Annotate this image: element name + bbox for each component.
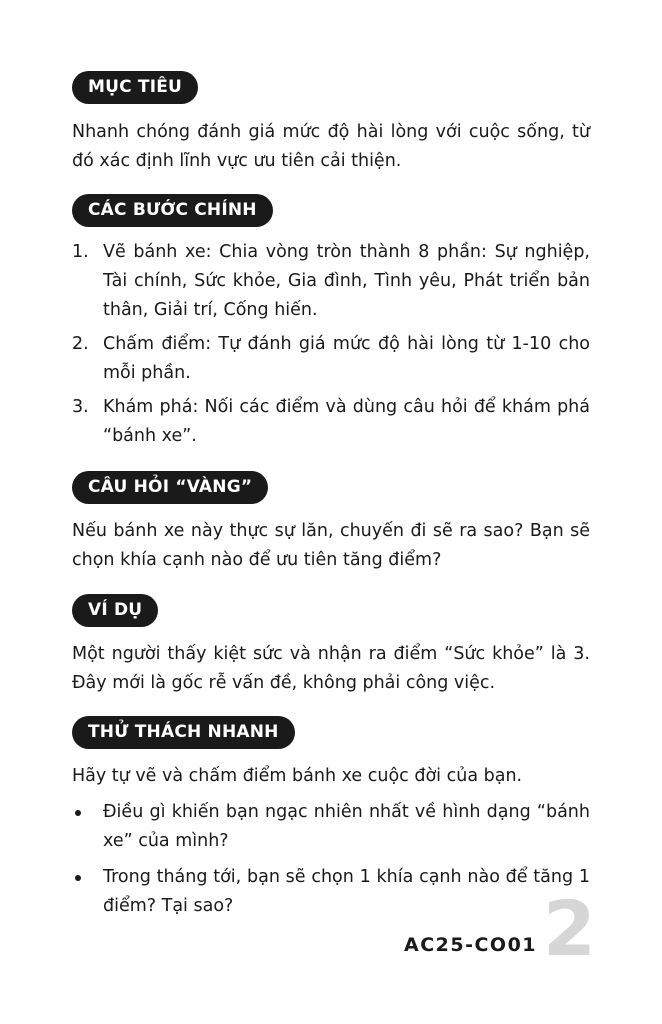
step-number: 1. [72,242,89,262]
goal-text: Nhanh chóng đánh giá mức độ hài lòng với cuộc sống, từ đó xác định lĩnh vực ưu tiên cải thiện. [72,122,590,171]
list-item [72,798,590,856]
golden-question-text: Nếu bánh xe này thực sự lăn, chuyến đi sẽ ra sao? Bạn sẽ chọn khía cạnh nào để ưu tiên tăng điểm? [72,521,590,570]
golden-question-section [72,471,590,575]
list-item [72,238,590,325]
bullet-icon [75,810,81,816]
quick-challenge-heading: THỬ THÁCH NHANH [72,716,295,749]
example-heading: VÍ DỤ [72,594,158,627]
list-item [72,393,590,451]
step-number: 3. [72,397,89,417]
golden-question-heading: CÂU HỎI “VÀNG” [72,471,268,504]
step-text: Vẽ bánh xe: Chia vòng tròn thành 8 phần: Sự nghiệp, Tài chính, Sức khỏe, Gia đình, Tình yêu, Phát triển bản thân, Giải trí, Cống hiến. [103,242,590,320]
quick-challenge-text: Hãy tự vẽ và chấm điểm bánh xe cuộc đời của bạn. [72,766,523,786]
bullet-text: Điều gì khiến bạn ngạc nhiên nhất về hình dạng “bánh xe” của mình? [103,802,590,851]
list-item [72,330,590,388]
example-section [72,594,590,698]
steps-section [72,194,590,451]
quick-challenge-section [72,716,590,921]
goal-section [72,71,590,176]
list-item [72,863,590,921]
example-text: Một người thấy kiệt sức và nhận ra điểm “Sức khỏe” là 3. Đây mới là gốc rễ vấn đề, không phải công việc. [72,644,590,693]
card-code: AC25-CO01 [404,934,538,956]
quick-challenge-bullets [72,798,590,921]
goal-heading: MỤC TIÊU [72,71,198,104]
steps-heading: CÁC BƯỚC CHÍNH [72,194,273,227]
step-text: Chấm điểm: Tự đánh giá mức độ hài lòng từ 1-10 cho mỗi phần. [103,334,590,383]
step-text: Khám phá: Nối các điểm và dùng câu hỏi để khám phá “bánh xe”. [103,397,590,446]
bullet-text: Trong tháng tới, bạn sẽ chọn 1 khía cạnh nào để tăng 1 điểm? Tại sao? [103,867,590,916]
step-number: 2. [72,334,89,354]
bullet-icon [75,875,81,881]
steps-list [72,238,590,451]
page-number: 2 [543,884,596,973]
